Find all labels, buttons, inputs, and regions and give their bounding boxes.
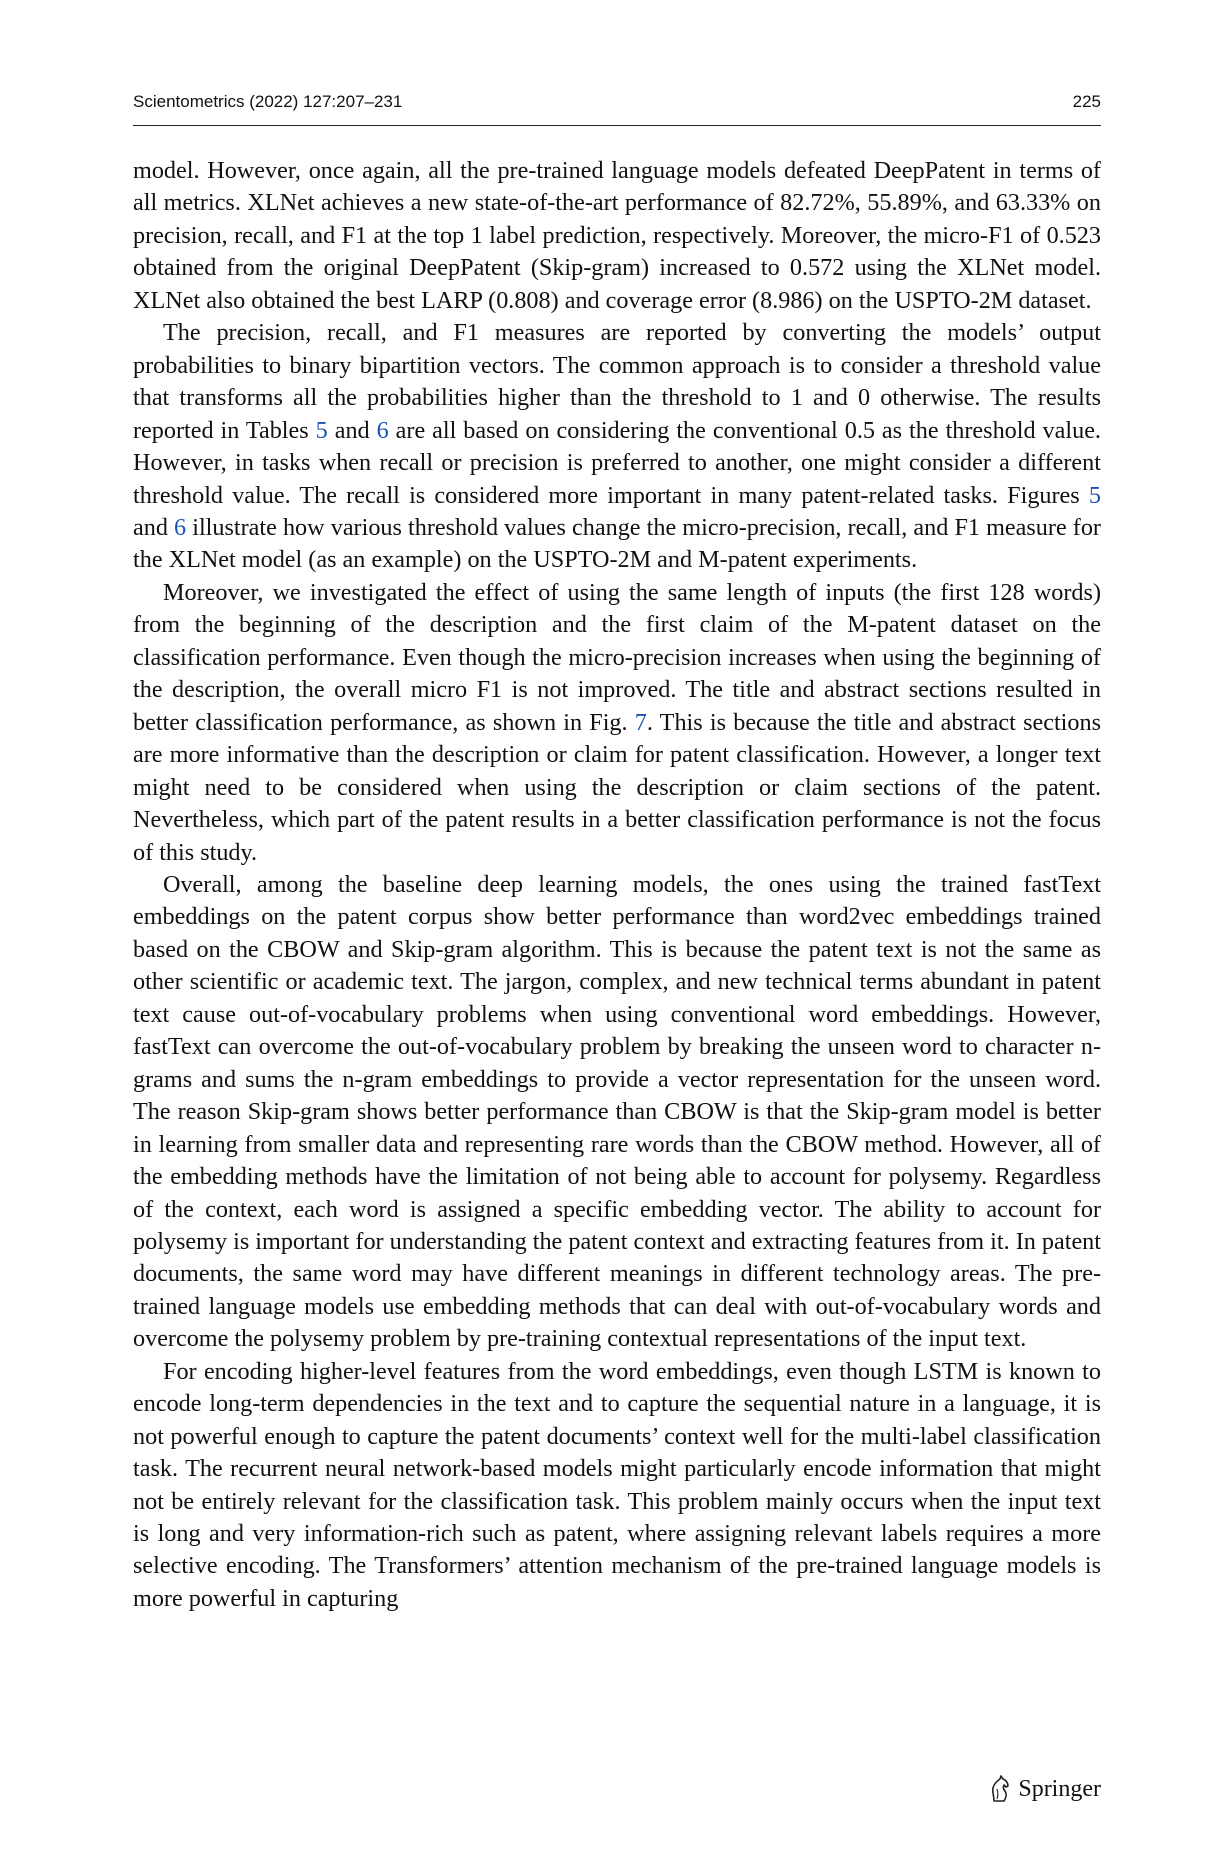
body-text [133,155,1101,1615]
paragraph [133,577,1101,869]
text-run: The precision, recall, and F1 measures are reported by converting the models’ output probabilities to binary bipartition vectors. The common approach is to consider a threshold value that transforms all the probabilities higher than the threshold to 1 and 0 otherwise. The results reported in Tables [133,319,1101,444]
text-run: and [133,513,175,541]
cross-reference-link[interactable]: 5 [1088,481,1101,509]
paragraph [133,155,1101,317]
header-rule [133,125,1101,126]
text-run: For encoding higher-level features from the word embeddings, even though LSTM is known to encode long-term dependencies in the text and to capture the sequential nature in a language, it is not powerful enough to capture the patent documents’ context well for the multi-label classification task. The recurrent neural network-based models might particularly encode information that might not be entirely relevant for the classification task. This problem mainly occurs when the input text is long and very information-rich such as patent, where assigning relevant labels requires a more selective encoding. The Transformers’ attention mechanism of the pre-trained language models is more powerful in capturing [133,1357,1101,1612]
journal-citation: Scientometrics (2022) 127:207–231 [133,92,403,111]
publisher-logo [988,1772,1101,1806]
page-number: 225 [1072,92,1101,111]
paragraph [133,869,1101,1356]
cross-reference-link[interactable]: 6 [376,416,389,444]
text-run: Overall, among the baseline deep learning models, the ones using the trained fastText embeddings on the patent corpus show better performance than word2vec embeddings trained based on the CBOW and Skip-gram algorithm. This is because the patent text is not the same as other scientific or academic text. The jargon, complex, and new technical terms abundant in patent text cause out-of-vocabulary problems when using conventional word embeddings. However, fastText can overcome the out-of-vocabulary problem by breaking the unseen word to character n-grams and sums the n-gram embeddings to provide a vector representation for the unseen word. The reason Skip-gram shows better performance than CBOW is that the Skip-gram model is better in learning from smaller data and representing rare words than the CBOW method. However, all of the embedding methods have the limitation of not being able to account for polysemy. Regardless of the context, each word is assigned a specific embedding vector. The ability to account for polysemy is important for understanding the patent context and extracting features from it. In patent documents, the same word may have different meanings in different technology areas. The pre-trained language models use embedding methods that can deal with out-of-vocabulary words and overcome the polysemy problem by pre-training contextual representations of the input text. [133,870,1101,1353]
text-run: and [327,416,377,444]
text-run: Moreover, we investigated the effect of using the same length of inputs (the first 128 words) from the beginning of the description and the first claim of the M-patent dataset on the classification performance. Even though the micro-precision increases when using the beginning of the description, the overall micro F1 is not improved. The title and abstract sections resulted in better classification performance, as shown in Fig. [133,578,1101,736]
publisher-name: Springer [1018,1775,1101,1802]
cross-reference-link[interactable]: 7 [634,708,647,736]
cross-reference-link[interactable]: 5 [315,416,328,444]
cross-reference-link[interactable]: 6 [174,513,187,541]
paragraph [133,317,1101,577]
text-run: illustrate how various threshold values change the micro-precision, recall, and F1 measure for the XLNet model (as an example) on the USPTO-2M and M-patent experiments. [133,513,1101,574]
paragraph [133,1356,1101,1616]
springer-horse-icon [988,1775,1012,1803]
paper-page [133,0,1101,1851]
text-run: model. However, once again, all the pre-trained language models defeated DeepPatent in terms of all metrics. XLNet achieves a new state-of-the-art performance of 82.72%, 55.89%, and 63.33% on precision, recall, and F1 at the top 1 label prediction, respectively. Moreover, the micro-F1 of 0.523 obtained from the original DeepPatent (Skip-gram) increased to 0.572 using the XLNet model. XLNet also obtained the best LARP (0.808) and coverage error (8.986) on the USPTO-2M dataset. [133,157,1101,314]
text-run: . This is because the title and abstract sections are more informative than the description or claim for patent classification. However, a longer text might need to be considered when using the description or claim sections of the patent. Nevertheless, which part of the patent results in a better classification performance is not the focus of this study. [133,708,1101,866]
running-header [133,91,1101,121]
text-run: are all based on considering the conventional 0.5 as the threshold value. However, in tasks when recall or precision is preferred to another, one might consider a different threshold value. The recall is considered more important in many patent-related tasks. Figures [133,416,1101,509]
